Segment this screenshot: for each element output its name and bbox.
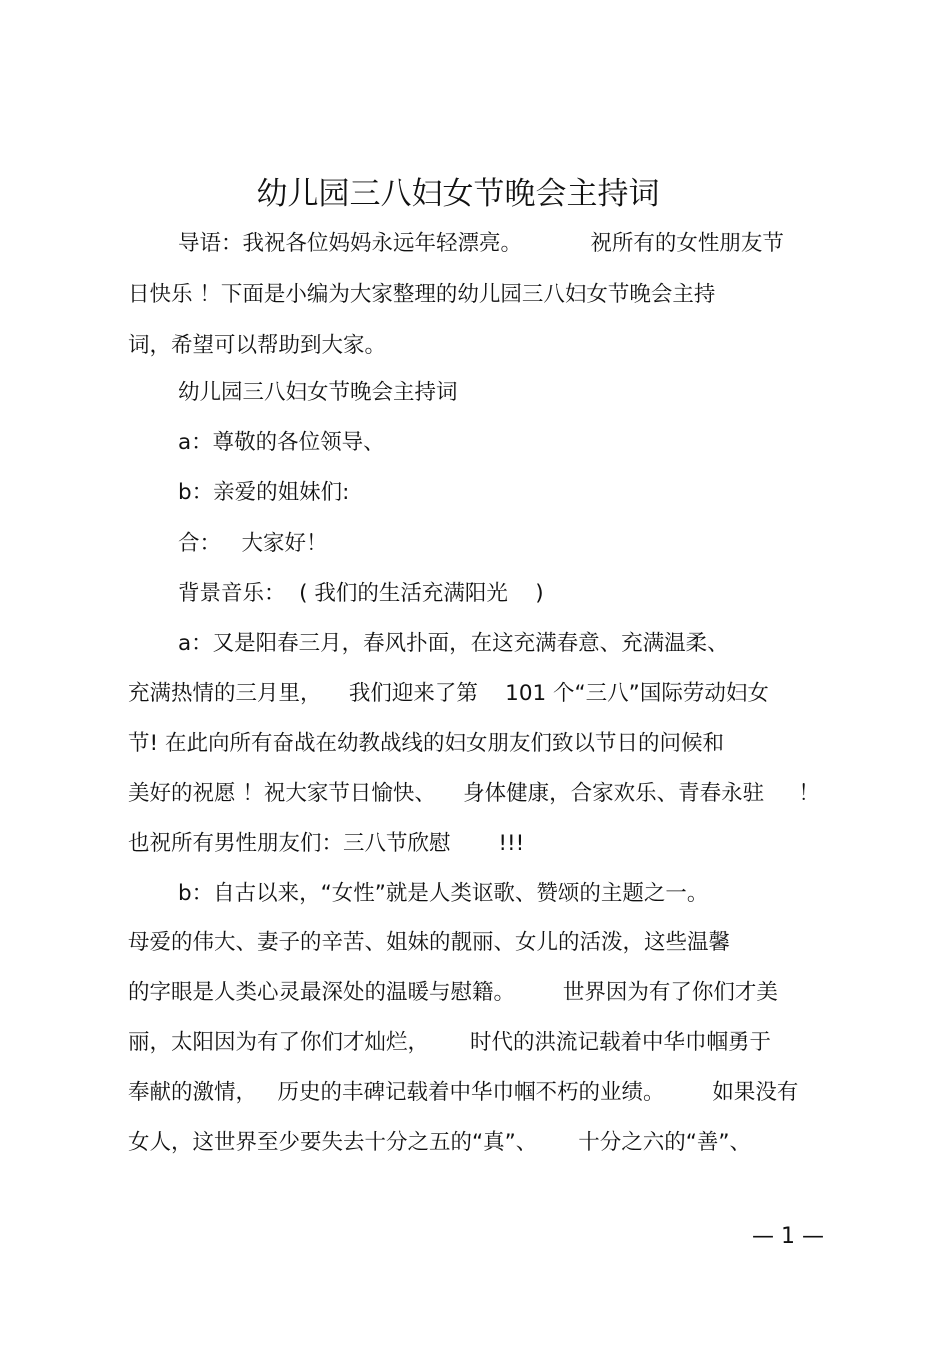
paragraph-b-line-5: 奉献的激情， 历史的丰碑记载着中华巾帼不朽的业绩。 如果没有 (128, 1080, 799, 1105)
paragraph-b-line-1: b：自古以来，“女性”就是人类讴歌、赞颂的主题之一。 (178, 881, 709, 906)
paragraph-a-line-5: 也祝所有男性朋友们：三八节欣慰 !!! (128, 831, 525, 856)
background-music-line: 背景音乐： ( 我们的生活充满阳光 ) (178, 581, 544, 606)
intro-line-2: 日快乐 ！下面是小编为大家整理的幼儿园三八妇女节晚会主持 (128, 282, 716, 307)
together-greeting: 合： 大家好！ (178, 531, 328, 556)
paragraph-a-line-1: a：又是阳春三月，春风扑面，在这充满春意、充满温柔、 (178, 631, 729, 656)
document-title: 幼儿园三八妇女节晚会主持词 (256, 176, 660, 212)
paragraph-a-line-2: 充满热情的三月里， 我们迎来了第 101 个“三八”国际劳动妇女 (128, 681, 769, 706)
paragraph-a-line-4: 美好的祝愿 ！祝大家节日愉快、 身体健康，合家欢乐、青春永驻 ！ (128, 781, 820, 806)
section-heading: 幼儿园三八妇女节晚会主持词 (178, 380, 458, 405)
paragraph-b-line-4: 丽，太阳因为有了你们才灿烂， 时代的洪流记载着中华巾帼勇于 (128, 1030, 772, 1055)
speaker-b-greeting: b：亲爱的姐妹们: (178, 480, 350, 505)
speaker-a-greeting: a：尊敬的各位领导、 (178, 430, 385, 455)
paragraph-b-line-2: 母爱的伟大、妻子的辛苦、姐妹的靓丽、女儿的活泼，这些温馨 (128, 930, 731, 955)
paragraph-b-line-3: 的字眼是人类心灵最深处的温暖与慰籍。 世界因为有了你们才美 (128, 980, 778, 1005)
paragraph-b-line-6: 女人，这世界至少要失去十分之五的“真”、 十分之六的“善”、 (128, 1130, 752, 1155)
paragraph-a-line-3: 节! 在此向所有奋战在幼教战线的妇女朋友们致以节日的问候和 (128, 731, 724, 756)
intro-line-3: 词，希望可以帮助到大家。 (128, 333, 387, 358)
page-number: — 1 — (752, 1224, 824, 1249)
intro-line-1: 导语：我祝各位妈妈永远年轻漂亮。 祝所有的女性朋友节 (178, 231, 784, 256)
